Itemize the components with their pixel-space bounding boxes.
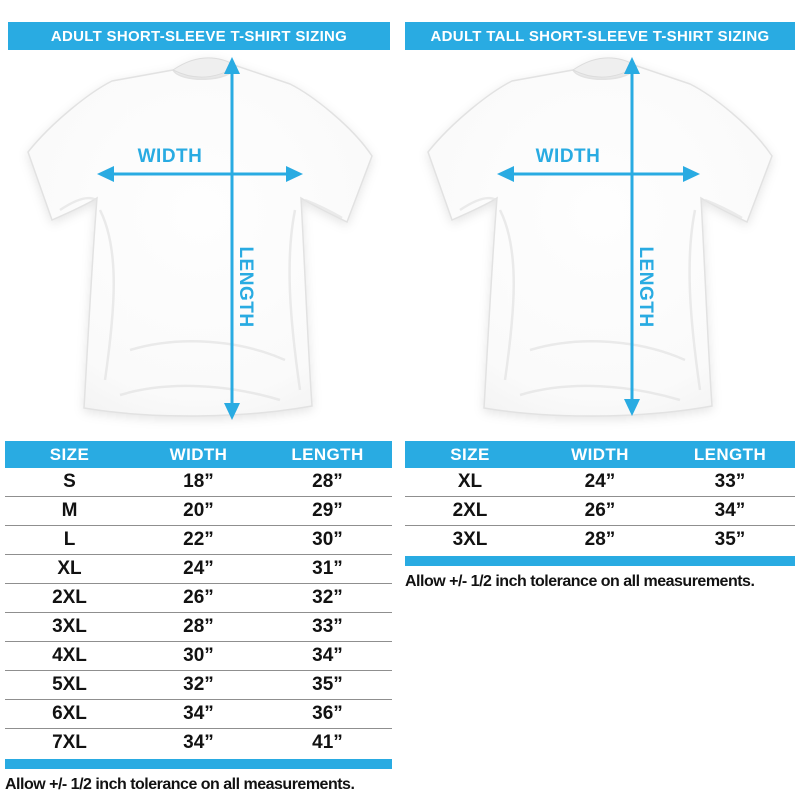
table-row	[5, 554, 392, 583]
table-cell: 26”	[584, 500, 616, 521]
table-cell: 35”	[312, 674, 343, 695]
table-cell: 3XL	[452, 529, 488, 550]
table-body	[405, 468, 795, 554]
table-cell: 33”	[714, 471, 746, 492]
table-cell: 24”	[584, 471, 616, 492]
table-cell: 41”	[312, 732, 343, 753]
table-bottom-bar	[405, 556, 795, 566]
table-cell: 2XL	[452, 500, 488, 521]
table-row	[5, 583, 392, 612]
table-row	[5, 699, 392, 728]
table-row	[405, 525, 795, 554]
table-cell: 31”	[312, 558, 343, 579]
tolerance-note: Allow +/- 1/2 inch tolerance on all measurements.	[5, 776, 355, 793]
table-cell: XL	[57, 558, 82, 579]
table-cell: 6XL	[52, 703, 87, 724]
table-cell: 34”	[714, 500, 746, 521]
table-cell: 30”	[183, 645, 214, 666]
width-label: WIDTH	[535, 146, 601, 167]
col-header-width: WIDTH	[571, 444, 629, 464]
col-header-length: LENGTH	[693, 444, 767, 464]
table-cell: 34”	[183, 703, 214, 724]
table-cell: 5XL	[52, 674, 87, 695]
table-cell: 3XL	[52, 616, 87, 637]
table-cell: 2XL	[52, 587, 87, 608]
size-table	[5, 441, 392, 794]
table-cell: 26”	[183, 587, 214, 608]
table-cell: L	[63, 529, 76, 550]
table-header	[5, 441, 392, 468]
panel-title: ADULT SHORT-SLEEVE T-SHIRT SIZING	[50, 27, 348, 45]
panel-title: ADULT TALL SHORT-SLEEVE T-SHIRT SIZING	[430, 27, 770, 45]
table-cell: 36”	[312, 703, 343, 724]
table-header	[405, 441, 795, 468]
panel-adult-tall-sizing	[400, 0, 800, 800]
table-cell: M	[61, 500, 78, 521]
col-header-length: LENGTH	[291, 444, 364, 464]
tshirt-measurement-diagram	[400, 50, 800, 438]
table-cell: 34”	[183, 732, 214, 753]
table-cell: 24”	[183, 558, 214, 579]
length-label: LENGTH	[235, 246, 256, 328]
panel-title-bar	[405, 22, 795, 50]
table-body	[5, 468, 392, 757]
table-cell: 34”	[312, 645, 343, 666]
table-cell: 18”	[183, 471, 214, 492]
length-label: LENGTH	[635, 246, 656, 328]
size-table	[405, 441, 795, 591]
table-row	[5, 525, 392, 554]
table-row	[5, 496, 392, 525]
table-cell: 28”	[584, 529, 616, 550]
table-cell: 22”	[183, 529, 214, 550]
table-row	[5, 641, 392, 670]
table-cell: 33”	[312, 616, 343, 637]
table-cell: 28”	[312, 471, 343, 492]
table-bottom-bar	[5, 759, 392, 769]
tshirt-diagram-svg	[400, 50, 800, 438]
table-cell: 32”	[312, 587, 343, 608]
table-row	[5, 468, 392, 496]
table-row	[405, 468, 795, 496]
table-row	[405, 496, 795, 525]
tshirt-image	[428, 58, 772, 416]
table-row	[5, 670, 392, 699]
table-cell: S	[63, 471, 76, 492]
tshirt-image	[28, 58, 372, 416]
table-cell: XL	[457, 471, 483, 492]
tshirt-measurement-diagram	[0, 50, 400, 438]
col-header-width: WIDTH	[169, 444, 228, 464]
table-cell: 20”	[183, 500, 214, 521]
tolerance-note: Allow +/- 1/2 inch tolerance on all measurements.	[405, 573, 755, 590]
table-cell: 32”	[183, 674, 214, 695]
table-cell: 4XL	[52, 645, 87, 666]
col-header-size: SIZE	[49, 444, 90, 464]
table-row	[5, 612, 392, 641]
panel-title-bar	[8, 22, 390, 50]
col-header-size: SIZE	[450, 444, 490, 464]
table-cell: 29”	[312, 500, 343, 521]
table-row	[5, 728, 392, 757]
table-cell: 7XL	[52, 732, 87, 753]
width-label: WIDTH	[137, 146, 203, 167]
tshirt-diagram-svg	[0, 50, 400, 438]
table-cell: 28”	[183, 616, 214, 637]
table-cell: 30”	[312, 529, 343, 550]
table-cell: 35”	[714, 529, 746, 550]
